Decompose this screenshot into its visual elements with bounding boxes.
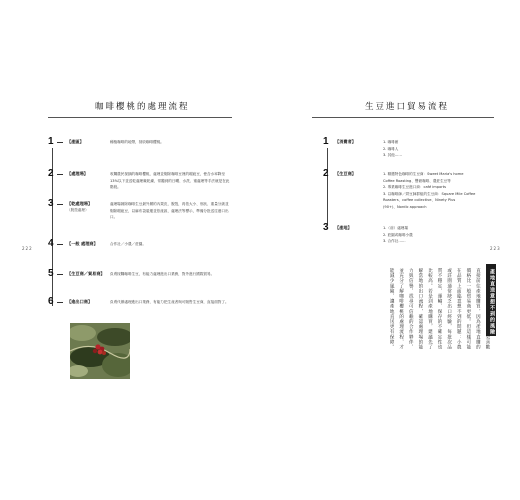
step-number: 3 xyxy=(323,222,329,233)
step-sublabel: （脫殼處理） xyxy=(67,208,89,212)
step-lines xyxy=(383,225,520,245)
right-page-number: 223 xyxy=(490,246,501,251)
step-label: 【產區】 xyxy=(67,139,84,144)
step-description: 負責採購咖啡生豆，有能力處理進出口業務，對外進行國際貿易。 xyxy=(110,272,215,276)
step-label: 【生豆商】 xyxy=(335,171,356,176)
step-line: 2. 專業咖啡生豆進口商：café imports xyxy=(383,185,447,189)
step-lines xyxy=(383,139,520,159)
step-line: 1. 咖啡館 xyxy=(383,140,399,144)
left-title-rule xyxy=(48,117,232,118)
step-line: 3. 以咖啡師／烘豆師群組的生豆商：Square Mile Coffee xyxy=(383,191,476,196)
step-dash xyxy=(57,142,63,143)
step-dash xyxy=(57,204,63,205)
sidebar-body-text: 除了上述管道，許多咖啡豆師更喜歡直接前往產地購買，因為產地直購的價格比一般貿易商更低。但這樣可能在品質上面臨意想不到的問題：小農或莊園通常缺乏出口經驗，每批次品質不穩定，運輸、保存的不確定性也比較高。若是到產地購買，建議先了解當地的出口流程，確認處理場的能力與信譽，找尋可信賴的合作夥伴，並充分了解咖啡櫻桃的處理流程，才能減少風險，讓產地直送更有保障。 xyxy=(389,268,490,350)
step-label: 【生豆商／貿易商】 xyxy=(67,271,105,276)
step-lines xyxy=(383,171,520,210)
step-number: 2 xyxy=(323,168,329,179)
step-number: 3 xyxy=(48,198,54,209)
left-page-number: 222 xyxy=(22,246,33,251)
step-line: 2. 莊園或咖啡小農 xyxy=(383,232,413,237)
step-number: 6 xyxy=(48,296,54,307)
step-line: Roasters、coffee collective、Ninety Plus xyxy=(383,198,456,202)
step-dash xyxy=(57,302,63,303)
step-label: 【進出口商】 xyxy=(67,299,93,304)
step-description: 合作社／小農／莊園。 xyxy=(110,242,146,246)
step-line: 1. 精選特色咖啡的生豆商：Sweet Maria's home xyxy=(383,172,464,176)
step-line: 2. 咖啡人 xyxy=(383,146,399,151)
step-dash xyxy=(57,244,63,245)
left-page-title: 咖啡櫻桃的處理流程 xyxy=(95,102,190,112)
right-title-rule xyxy=(312,117,494,118)
step-description: 收購農民採摘的咖啡櫻桃，處理並剔除咖啡豆裡的瑕疵豆，使含水率降至13%以下並送乾處理廠乾燥，常聽到的日曬、水洗、蜜處理等手法就是在此階段。 xyxy=(110,172,230,189)
step-line: 3. 合作社…… xyxy=(383,239,406,243)
coffee-cherry-photo xyxy=(70,323,130,379)
step-number: 2 xyxy=(48,168,54,179)
step-label: 【處理場】 xyxy=(67,171,88,176)
step-label: 【乾處理場】 xyxy=(67,201,93,206)
step-description: 處理場剝除咖啡生豆最外層的內果皮，脫殼，再依大小、形狀、重量分級並剔除瑕疵豆，以麻布袋裝運並依產區、處理法等標示，準備分批送往港口出口。 xyxy=(110,202,229,219)
step-dash xyxy=(57,174,63,175)
step-label: 【產地】 xyxy=(335,225,352,230)
step-label: 【一般 處理商】 xyxy=(67,241,98,246)
step-label: 【消費者】 xyxy=(335,139,356,144)
step-number: 1 xyxy=(323,136,329,147)
right-page-title: 生豆進口貿易流程 xyxy=(365,102,450,112)
right-page xyxy=(260,0,520,500)
step-line: 3. 其他…… xyxy=(383,153,402,157)
step-number: 5 xyxy=(48,268,54,279)
step-line: (90+)、Nordic approach xyxy=(383,204,427,209)
step-dash xyxy=(57,274,63,275)
step-line: 1.（前）處理場 xyxy=(383,226,408,230)
right-timeline-line xyxy=(327,148,328,224)
coffee-plant-image xyxy=(70,323,130,379)
step-description: 種植咖啡的地帶，採收咖啡櫻桃。 xyxy=(110,140,164,144)
step-number: 1 xyxy=(48,136,54,147)
step-line: Coffee Roasting、豐碩咖啡、農莊生豆等 xyxy=(383,178,451,183)
step-number: 4 xyxy=(48,238,54,249)
step-description: 負責代辦處理進出口業務，有能力把生產者與可販售生豆商，直接面對了。 xyxy=(110,300,229,304)
sidebar-header: 產地直送意想不到的風險 xyxy=(486,264,496,336)
